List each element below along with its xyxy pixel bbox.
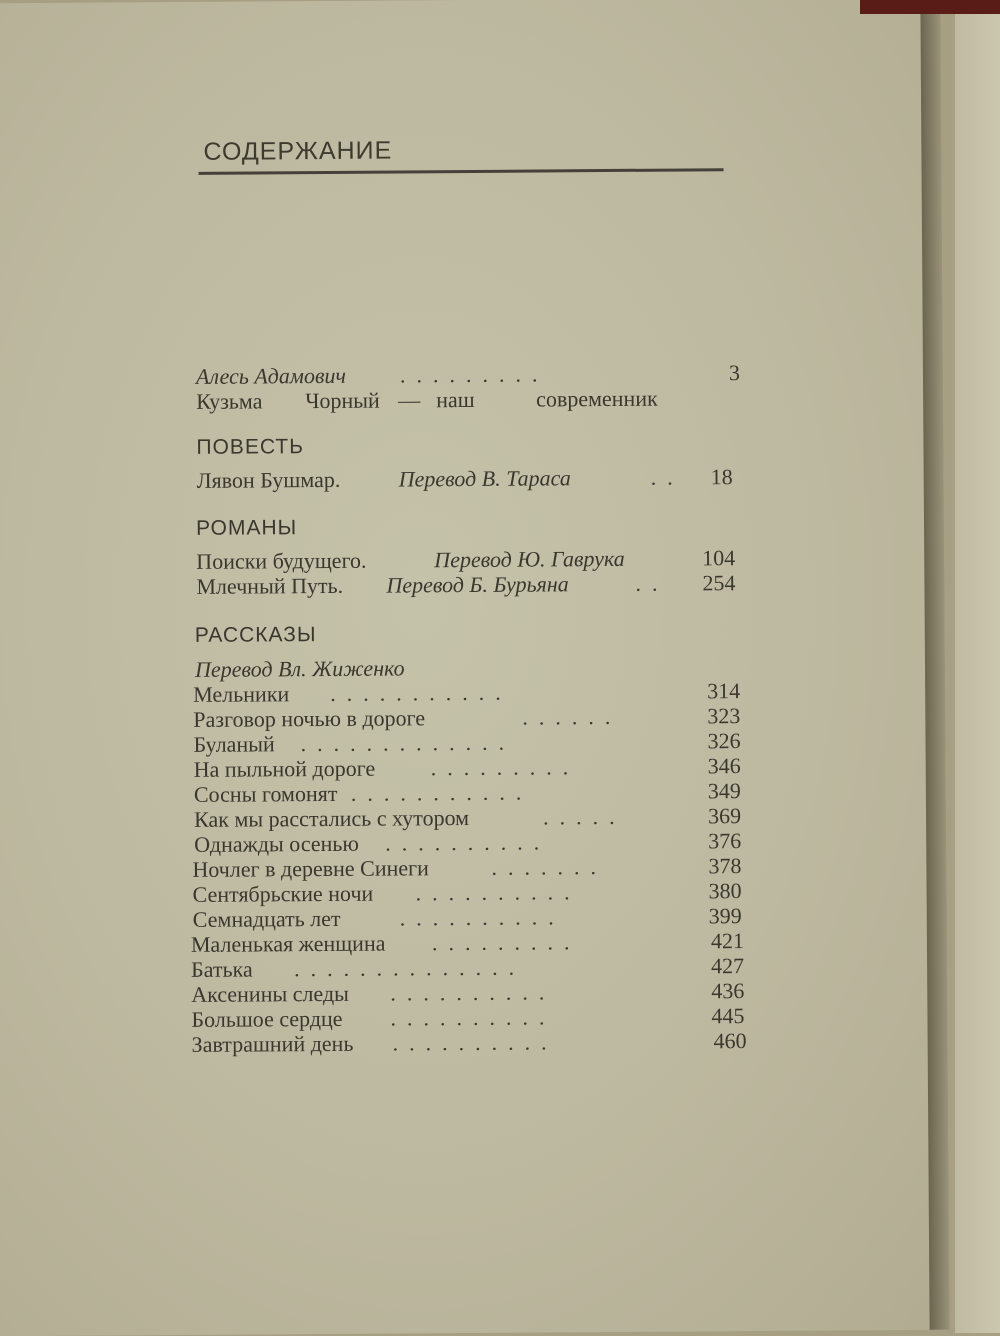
next-page-edge [955,0,1000,1333]
intro-title-word: наш [436,386,475,413]
page-number: 323 [707,703,741,729]
story-title: Разговор ночью в дороге [193,705,426,732]
page-number: 427 [711,953,745,979]
page-number: 104 [702,545,736,571]
story-title: Однажды осенью [194,830,359,857]
dot-leader: ....... [491,854,607,880]
contents-heading: СОДЕРЖАНИЕ [203,136,393,166]
dot-leader: ........... [350,779,533,806]
entry-translator: Перевод Ю. Гаврука [434,545,625,573]
entry-translator: Перевод Б. Бурьяна [386,571,569,598]
page-number: 399 [708,903,742,929]
section-heading: ПОВЕСТЬ [196,435,305,459]
dot-leader: .............. [294,954,526,982]
page-number: 421 [710,928,745,954]
story-title: Сосны гомонят [193,780,338,807]
dot-leader: .. [650,464,684,490]
dot-leader: .......... [415,879,581,906]
story-title: Буланый [193,731,275,757]
intro-title-word: Кузьма [196,388,263,414]
page-number: 18 [710,464,733,490]
page-number: 436 [711,978,745,1004]
page-number: 3 [728,360,741,386]
entry-title: Поиски будущего. [196,547,367,574]
intro-title-word: современник [536,385,658,412]
story-title: Завтрашний день [191,1030,354,1057]
page-number: 445 [711,1003,745,1029]
story-title: Батька [191,956,253,982]
dot-leader: ........... [330,679,512,706]
entry-translator: Перевод В. Тараса [398,465,571,492]
dot-leader: .......... [392,1029,558,1056]
entry-title: Млечный Путь. [196,572,344,599]
story-title: Семнадцать лет [192,905,341,932]
story-title: Ночлег в деревне Синеги [192,855,429,882]
page-number: 346 [707,753,741,779]
story-title: Большое сердце [191,1005,343,1032]
dot-leader: .. [635,570,669,596]
page-number: 349 [707,778,741,804]
page-number: 378 [708,853,742,879]
section-translator: Перевод Вл. Жиженко [194,655,405,682]
story-title: Сентябрьские ночи [192,880,374,907]
dot-leader: .......... [399,904,565,931]
dot-leader: .......... [385,829,551,856]
intro-title-word: — [398,387,421,413]
dot-leader: ..... [542,803,626,830]
dot-leader: ......... [430,754,580,781]
book-cover-corner [860,0,1000,14]
dot-leader: ............. [300,729,516,757]
entry-title: Лявон Бушмар. [196,466,341,493]
story-title: Маленькая женщина [190,930,386,957]
heading-underline [199,168,724,175]
page-number: 460 [713,1028,747,1054]
dot-leader: .......... [390,1004,556,1031]
story-title: Как мы расстались с хутором [193,804,470,832]
page-number: 376 [708,828,742,854]
page-number: 314 [707,678,741,704]
dot-leader: ......... [431,929,581,956]
section-heading: РОМАНЫ [195,516,298,540]
page-number: 254 [702,570,736,596]
story-title: На пыльной дороге [193,755,376,782]
page-gutter-shadow [920,0,949,1330]
intro-title-word: Чорный [305,387,380,414]
page-number: 380 [708,878,742,904]
story-title: Аксенины следы [191,980,349,1007]
dot-leader: ...... [522,703,622,730]
intro-author: Алесь Адамович [195,362,347,389]
dot-leader: .......... [390,979,556,1006]
page-number: 369 [707,803,742,829]
story-title: Мельники [193,681,290,707]
dot-leader: ......... [399,361,549,388]
page-number: 326 [707,728,741,754]
section-heading: РАССКАЗЫ [194,623,317,647]
